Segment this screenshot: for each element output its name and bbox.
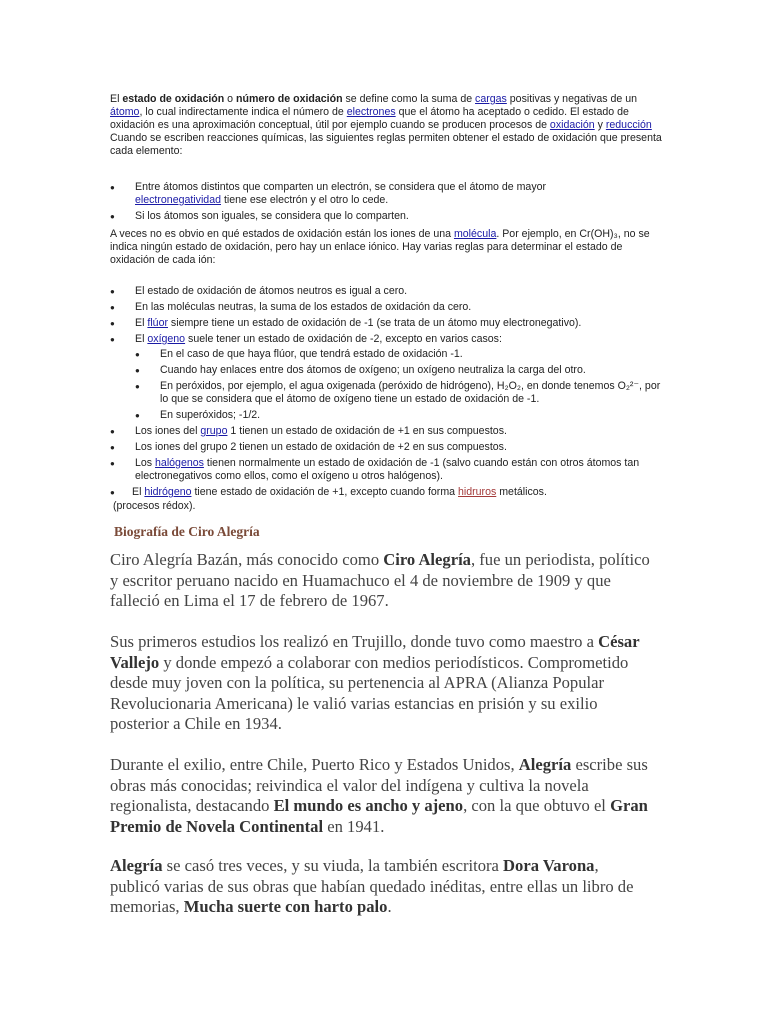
title-bold: Mucha suerte con harto palo	[183, 897, 388, 916]
text: El	[110, 93, 123, 105]
list-item	[110, 210, 662, 223]
title-bold: El mundo es ancho y ajeno	[273, 796, 464, 815]
name-bold: Dora Varona	[503, 856, 595, 875]
text: .	[387, 897, 392, 916]
name-bold: Alegría	[518, 755, 572, 774]
text: escribe sus obras más conocidas; reivindica el valor del indígena y cultiva la novela regionalista, destacando	[110, 755, 648, 815]
text: El estado de oxidación de átomos neutros es igual a cero.	[135, 285, 408, 297]
name-bold: Ciro Alegría	[383, 550, 471, 569]
text: y	[594, 119, 606, 131]
bio-paragraph-3	[110, 755, 650, 837]
intro-paragraph	[110, 93, 662, 158]
text: , publicó varias de sus obras que habían quedado inéditas, entre ellas un libro de memorias,	[110, 856, 634, 916]
text: Durante el exilio, entre Chile, Puerto Rico y Estados Unidos,	[110, 755, 519, 774]
link-atomo[interactable]: átomo	[110, 106, 140, 118]
rules-list-1	[110, 181, 662, 226]
name-bold: Alegría	[110, 856, 163, 875]
list-item	[110, 181, 662, 207]
text: tiene estado de oxidación de +1, excepto cuando forma	[191, 486, 458, 498]
rules-list-2	[110, 285, 662, 502]
text: Ciro Alegría Bazán, más conocido como	[110, 550, 384, 569]
text: El	[135, 317, 148, 329]
link-oxigeno[interactable]: oxígeno	[147, 333, 186, 345]
bio-paragraph-1	[110, 550, 650, 612]
text: Los iones del	[135, 425, 201, 437]
text: tiene ese electrón y el otro lo cede.	[221, 194, 389, 206]
text: En superóxidos; -1/2.	[160, 409, 261, 421]
text: tienen normalmente un estado de oxidación de -1 (salvo cuando están con otros átomos tan electronegativos como ellos, como el oxígeno u otros halógenos).	[135, 457, 640, 482]
list-item	[110, 317, 662, 330]
list-item	[110, 486, 662, 499]
list-item	[110, 457, 662, 483]
text: o	[224, 93, 236, 105]
text: 1 tienen un estado de oxidación de +1 en sus compuestos.	[227, 425, 507, 437]
link-reduccion[interactable]: reducción	[605, 119, 652, 131]
link-electronegatividad[interactable]: electronegatividad	[135, 194, 221, 206]
text: suele tener un estado de oxidación de -2, excepto en varios casos:	[185, 333, 502, 345]
list-item	[110, 285, 662, 298]
text: que el átomo ha aceptado o cedido. El estado de oxidación es una aproximación conceptual, útil por ejemplo cuando se producen procesos de	[110, 106, 629, 131]
text: Los iones del grupo 2 tienen un estado de oxidación de +2 en sus compuestos.	[135, 441, 507, 453]
text: Si los átomos son iguales, se considera que lo comparten.	[135, 210, 409, 222]
link-electrones[interactable]: electrones	[346, 106, 396, 118]
text: El	[135, 333, 148, 345]
list-item	[110, 333, 662, 422]
text: Cuando hay enlaces entre dos átomos de oxígeno; un oxígeno neutraliza la carga del otro.	[160, 364, 586, 376]
bio-paragraph-4	[110, 856, 650, 918]
link-hidruros[interactable]: hidruros	[458, 486, 497, 498]
link-oxidacion[interactable]: oxidación	[549, 119, 595, 131]
text: y donde empezó a colaborar con medios periodísticos. Comprometido desde muy joven con la política, su pertenencia al APRA (Alianza Popular Revolucionaria Americana) le valió varias estancias en prisión y su exilio posterior a Chile en 1934.	[110, 652, 629, 733]
sub-list-item	[135, 348, 662, 361]
text: siempre tiene un estado de oxidación de -1 (se trata de un átomo muy electronegativo).	[167, 317, 582, 329]
text: A veces no es obvio en qué estados de oxidación están los iones de una	[110, 228, 454, 240]
text: Sus primeros estudios los realizó en Trujillo, donde tuvo como maestro a	[110, 632, 599, 651]
text: se casó tres veces, y su viuda, la también escritora	[162, 856, 504, 875]
section-heading: Biografía de Ciro Alegría	[114, 524, 260, 539]
link-hidrogeno[interactable]: hidrógeno	[144, 486, 192, 498]
text: , fue un periodista, político y escritor peruano nacido en Huamachuco el 4 de noviembre de 1909 y que falleció en Lima el 17 de febrero de 1967.	[110, 550, 650, 610]
text: El	[132, 486, 145, 498]
bio-paragraph-2	[110, 632, 650, 735]
text: En peróxidos, por ejemplo, el agua oxigenada (peróxido de hidrógeno), H₂O₂, en donde tenemos O₂²⁻, por lo que se considera que el átomo de oxígeno tiene un estado de oxidación de -1.	[160, 380, 661, 405]
name-bold: César Vallejo	[110, 632, 640, 672]
link-fluor[interactable]: flúor	[147, 317, 168, 329]
redox-note: (procesos rédox).	[113, 500, 196, 512]
text: En las moléculas neutras, la suma de los estados de oxidación da cero.	[135, 301, 472, 313]
ions-paragraph	[110, 228, 662, 267]
list-item	[110, 301, 662, 314]
term-bold: número de oxidación	[236, 93, 343, 105]
text: en 1941.	[323, 816, 385, 836]
list-item	[110, 441, 662, 454]
link-molecula[interactable]: molécula	[453, 228, 497, 240]
sub-list-item	[135, 364, 662, 377]
oxygen-exceptions-list	[135, 348, 662, 422]
text: metálicos.	[496, 486, 547, 498]
text: se define como la suma de	[342, 93, 476, 105]
text: Entre átomos distintos que comparten un electrón, se considera que el átomo de mayor	[135, 181, 547, 193]
text: positivas y negativas de un	[506, 93, 637, 105]
text: En el caso de que haya flúor, que tendrá estado de oxidación -1.	[160, 348, 463, 360]
text: . Por ejemplo, en Cr(OH)₃, no se indica ningún estado de oxidación, pero hay un enlace iónico. Hay varias reglas para determinar el estado de oxidación de cada ión:	[110, 228, 650, 266]
list-item	[110, 425, 662, 438]
text: , lo cual indirectamente indica el número de	[139, 106, 347, 118]
link-grupo[interactable]: grupo	[200, 425, 228, 437]
text: Cuando se escriben reacciones químicas, las siguientes reglas permiten obtener el estado de oxidación que presenta cada elemento:	[110, 132, 662, 157]
link-cargas[interactable]: cargas	[475, 93, 507, 105]
sub-list-item	[135, 409, 662, 422]
sub-list-item	[135, 380, 662, 406]
link-halogenos[interactable]: halógenos	[155, 457, 204, 469]
text: , con la que obtuvo el	[463, 796, 611, 815]
term-bold: estado de oxidación	[122, 93, 225, 105]
award-bold: Gran Premio de Novela Continental	[110, 796, 648, 836]
text: Los	[135, 457, 156, 469]
